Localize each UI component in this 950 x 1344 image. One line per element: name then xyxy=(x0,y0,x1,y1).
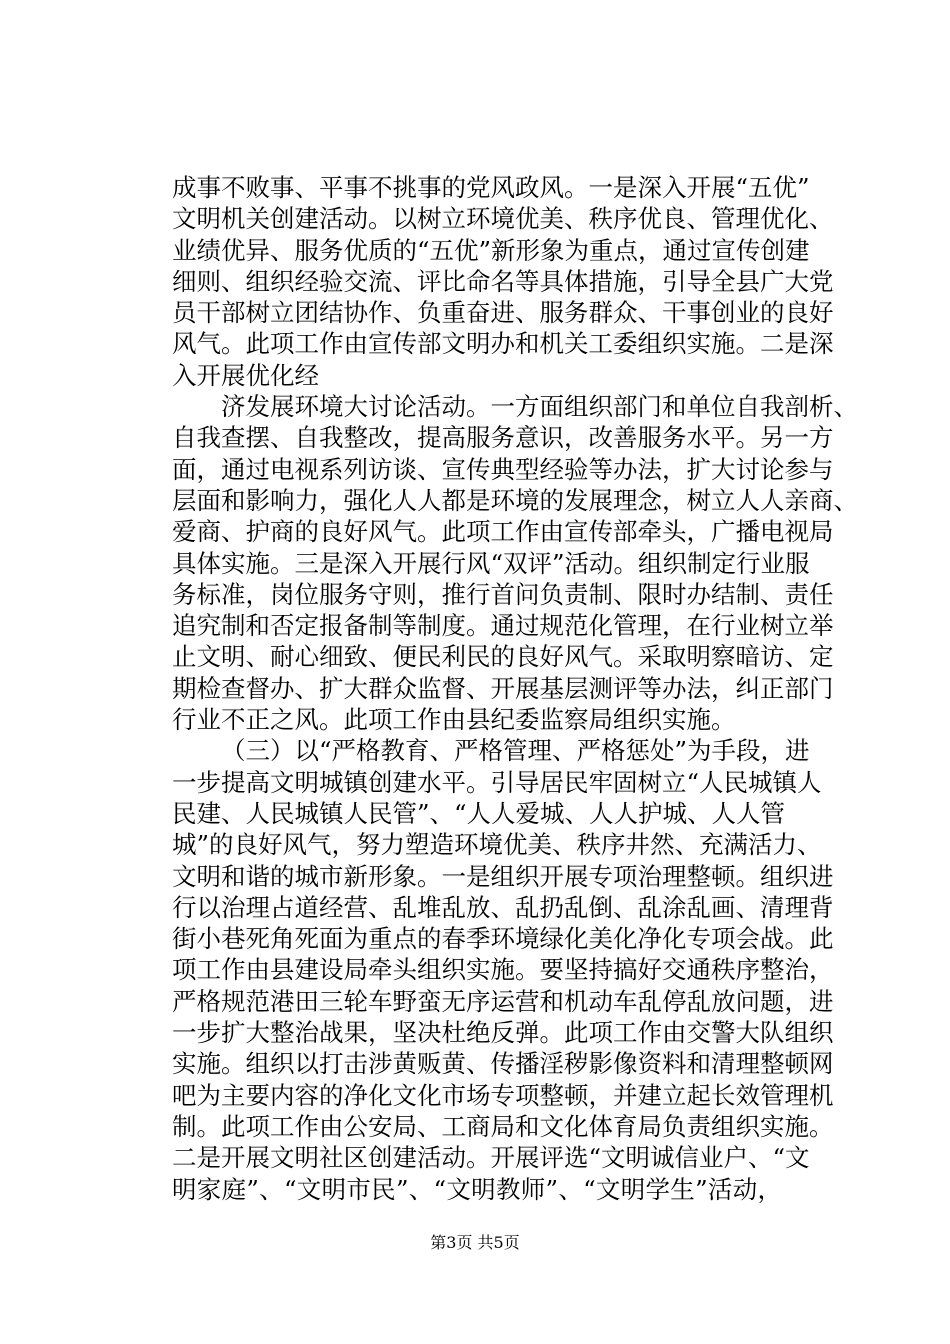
text-line: 风气。此项工作由宣传部文明办和机关工委组织实施。二是深 xyxy=(172,329,834,359)
text-line: 街小巷死角死面为重点的春季环境绿化美化净化专项会战。此 xyxy=(172,924,834,954)
text-line: 城”的良好风气，努力塑造环境优美、秩序井然、充满活力、 xyxy=(172,830,822,860)
text-line: 吧为主要内容的净化文化市场专项整顿，并建立起长效管理机 xyxy=(172,1080,834,1110)
text-line: （三）以“严格教育、严格管理、严格惩处”为手段，进 xyxy=(221,736,810,766)
text-line: 济发展环境大讨论活动。一方面组织部门和单位自我剖析、 xyxy=(221,392,858,422)
text-line: 期检查督办、扩大群众监督、开展基层测评等办法，纠正部门 xyxy=(172,673,834,703)
text-line: 业绩优异、服务优质的“五优”新形象为重点，通过宣传创建 xyxy=(172,235,810,265)
text-line: 一步提高文明城镇创建水平。引导居民牢固树立“人民城镇人 xyxy=(172,767,822,797)
text-line: 员干部树立团结协作、负重奋进、服务群众、干事创业的良好 xyxy=(172,298,834,328)
text-line: 爱商、护商的良好风气。此项工作由宣传部牵头，广播电视局 xyxy=(172,517,834,547)
text-line: 文明和谐的城市新形象。一是组织开展专项治理整顿。组织进 xyxy=(172,861,834,891)
body-text xyxy=(172,172,858,1205)
text-line: 行以治理占道经营、乱堆乱放、乱扔乱倒、乱涂乱画、清理背 xyxy=(172,892,834,922)
text-line: 追究制和否定报备制等制度。通过规范化管理，在行业树立举 xyxy=(172,611,834,641)
text-line: 行业不正之风。此项工作由县纪委监察局组织实施。 xyxy=(172,705,736,735)
text-line: 务标准，岗位服务守则，推行首问负责制、限时办结制、责任 xyxy=(172,579,834,609)
text-line: 具体实施。三是深入开展行风“双评”活动。组织制定行业服 xyxy=(172,548,810,578)
text-line: 二是开展文明社区创建活动。开展评选“文明诚信业户、“文 xyxy=(172,1143,810,1173)
text-line: 细则、组织经验交流、评比命名等具体措施，引导全县广大党 xyxy=(172,266,834,296)
text-line: 止文明、耐心细致、便民利民的良好风气。采取明察暗访、定 xyxy=(172,642,834,672)
text-line: 成事不败事、平事不挑事的党风政风。一是深入开展“五优” xyxy=(172,173,810,202)
text-line: 制。此项工作由公安局、工商局和文化体育局负责组织实施。 xyxy=(172,1111,834,1141)
text-line: 自我查摆、自我整改，提高服务意识，改善服务水平。另一方 xyxy=(172,423,834,453)
text-line: 明家庭”、“文明市民”、“文明教师”、“文明学生”活动， xyxy=(172,1174,782,1204)
text-line: 层面和影响力，强化人人都是环境的发展理念，树立人人亲商、 xyxy=(172,485,858,515)
text-line: 入开展优化经 xyxy=(172,360,319,390)
text-line: 一步扩大整治战果，坚决杜绝反弹。此项工作由交警大队组织 xyxy=(172,1018,834,1048)
page-footer: 第3页 共5页 xyxy=(430,1233,520,1252)
text-line: 面，通过电视系列访谈、宣传典型经验等办法，扩大讨论参与 xyxy=(172,454,834,484)
text-line: 项工作由县建设局牵头组织实施。要坚持搞好交通秩序整治， xyxy=(172,955,834,985)
text-line: 实施。组织以打击涉黄贩黄、传播淫秽影像资料和清理整顿网 xyxy=(172,1049,834,1079)
text-line: 文明机关创建活动。以树立环境优美、秩序优良、管理优化、 xyxy=(172,204,834,234)
text-line: 民建、人民城镇人民管”、“人人爱城、人人护城、人人管 xyxy=(172,798,786,828)
text-line: 严格规范港田三轮车野蛮无序运营和机动车乱停乱放问题，进 xyxy=(172,986,834,1016)
